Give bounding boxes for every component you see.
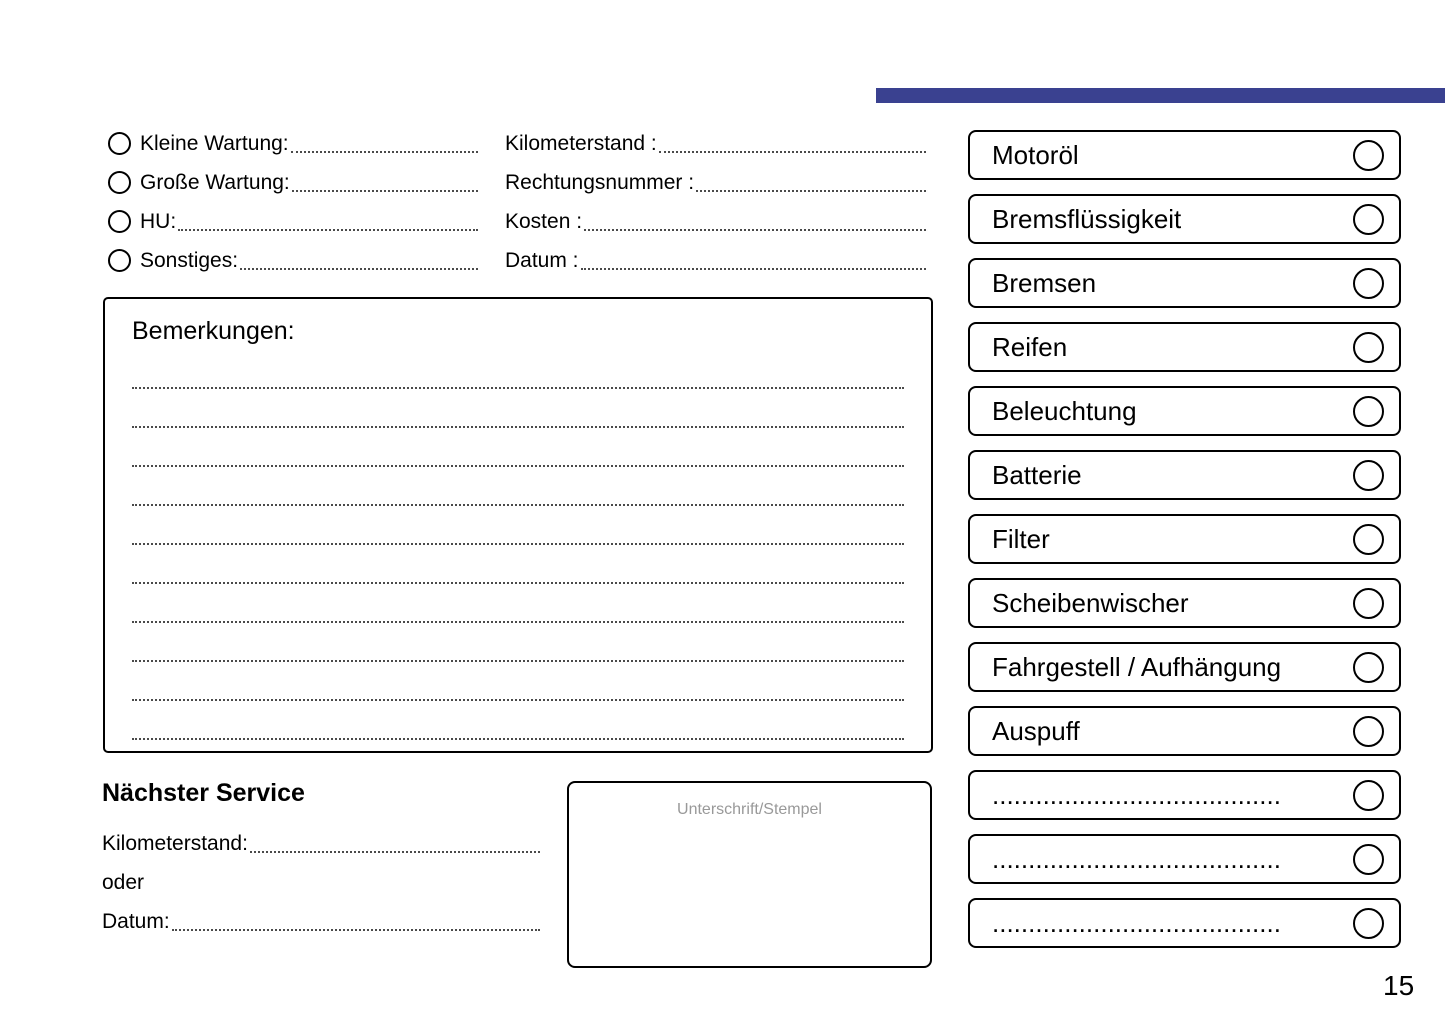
service-type-label: Kleine Wartung: [140, 131, 289, 155]
remark-line [132, 545, 904, 584]
service-type-row [108, 241, 478, 280]
service-type-label: HU: [140, 209, 177, 233]
radio-circle[interactable] [108, 249, 131, 272]
service-type-label: Große Wartung: [140, 170, 290, 194]
checkbox-circle[interactable] [1353, 588, 1384, 619]
next-service-row [102, 824, 540, 863]
checklist-item-label: ........................................ [992, 779, 1281, 810]
checkbox-circle[interactable] [1353, 332, 1384, 363]
service-type-row [108, 124, 478, 163]
next-service-or-label: oder [102, 870, 145, 894]
remark-line [132, 701, 904, 740]
service-type-section [108, 124, 478, 280]
service-type-row [108, 163, 478, 202]
detail-row [505, 124, 926, 163]
checklist-item [968, 322, 1401, 372]
remark-line [132, 467, 904, 506]
write-in-line [584, 229, 926, 231]
checklist-item-label: Filter [992, 523, 1050, 554]
write-in-line [659, 151, 926, 153]
write-in-line [581, 268, 926, 270]
write-in-line [240, 268, 478, 270]
checklist-item [968, 258, 1401, 308]
checkbox-circle[interactable] [1353, 908, 1384, 939]
checklist-item-label: Batterie [992, 459, 1082, 490]
checklist-item-label: Auspuff [992, 715, 1080, 746]
checklist-section [968, 130, 1401, 962]
remark-line [132, 506, 904, 545]
page-number: 15 [1383, 970, 1415, 1001]
header-accent-bar [876, 88, 1445, 103]
service-type-label: Sonstiges: [140, 248, 239, 272]
checklist-item [968, 642, 1401, 692]
write-in-line [172, 929, 540, 931]
checklist-item [968, 450, 1401, 500]
checklist-item [968, 578, 1401, 628]
checkbox-circle[interactable] [1353, 460, 1384, 491]
checklist-item [968, 898, 1401, 948]
checklist-item [968, 130, 1401, 180]
radio-circle[interactable] [108, 171, 131, 194]
write-in-line [291, 151, 478, 153]
detail-row [505, 163, 926, 202]
write-in-line [178, 229, 478, 231]
checklist-item [968, 514, 1401, 564]
next-service-row [102, 902, 540, 941]
remark-line [132, 623, 904, 662]
checklist-item [968, 706, 1401, 756]
detail-label: Rechtungsnummer : [505, 170, 695, 194]
remark-line [132, 662, 904, 701]
radio-circle[interactable] [108, 132, 131, 155]
checklist-item [968, 834, 1401, 884]
remark-line [132, 350, 904, 389]
checklist-item [968, 194, 1401, 244]
next-service-label: Kilometerstand: [102, 831, 248, 855]
signature-stamp-label: Unterschrift/Stempel [677, 801, 822, 818]
remarks-lines [132, 350, 904, 740]
remark-line [132, 428, 904, 467]
detail-label: Kosten : [505, 209, 583, 233]
checklist-item-label: ........................................ [992, 907, 1281, 938]
remark-line [132, 389, 904, 428]
detail-row [505, 202, 926, 241]
detail-label: Datum : [505, 248, 579, 272]
remarks-box [103, 297, 933, 753]
remarks-title: Bemerkungen: [132, 317, 295, 345]
checkbox-circle[interactable] [1353, 524, 1384, 555]
detail-label: Kilometerstand : [505, 131, 657, 155]
write-in-line [292, 190, 478, 192]
write-in-line [250, 851, 540, 853]
radio-circle[interactable] [108, 210, 131, 233]
next-service-section [102, 779, 540, 941]
checklist-item-label: Beleuchtung [992, 395, 1137, 426]
write-in-line [696, 190, 926, 192]
detail-row [505, 241, 926, 280]
checklist-item-label: Scheibenwischer [992, 587, 1189, 618]
checkbox-circle[interactable] [1353, 844, 1384, 875]
checklist-item-label: ........................................ [992, 843, 1281, 874]
checklist-item-label: Bremsen [992, 267, 1097, 298]
checkbox-circle[interactable] [1353, 204, 1384, 235]
checkbox-circle[interactable] [1353, 780, 1384, 811]
checklist-item-label: Bremsflüssigkeit [992, 203, 1182, 234]
details-section [505, 124, 926, 280]
next-service-label: Datum: [102, 909, 170, 933]
next-service-title: Nächster Service [102, 779, 305, 807]
checkbox-circle[interactable] [1353, 140, 1384, 171]
remark-line [132, 584, 904, 623]
service-type-row [108, 202, 478, 241]
checklist-item [968, 770, 1401, 820]
checkbox-circle[interactable] [1353, 268, 1384, 299]
checkbox-circle[interactable] [1353, 716, 1384, 747]
checkbox-circle[interactable] [1353, 396, 1384, 427]
checklist-item-label: Motoröl [992, 139, 1079, 170]
checklist-item-label: Fahrgestell / Aufhängung [992, 651, 1282, 682]
signature-stamp-box [567, 781, 932, 968]
checklist-item [968, 386, 1401, 436]
checkbox-circle[interactable] [1353, 652, 1384, 683]
checklist-item-label: Reifen [992, 331, 1068, 362]
